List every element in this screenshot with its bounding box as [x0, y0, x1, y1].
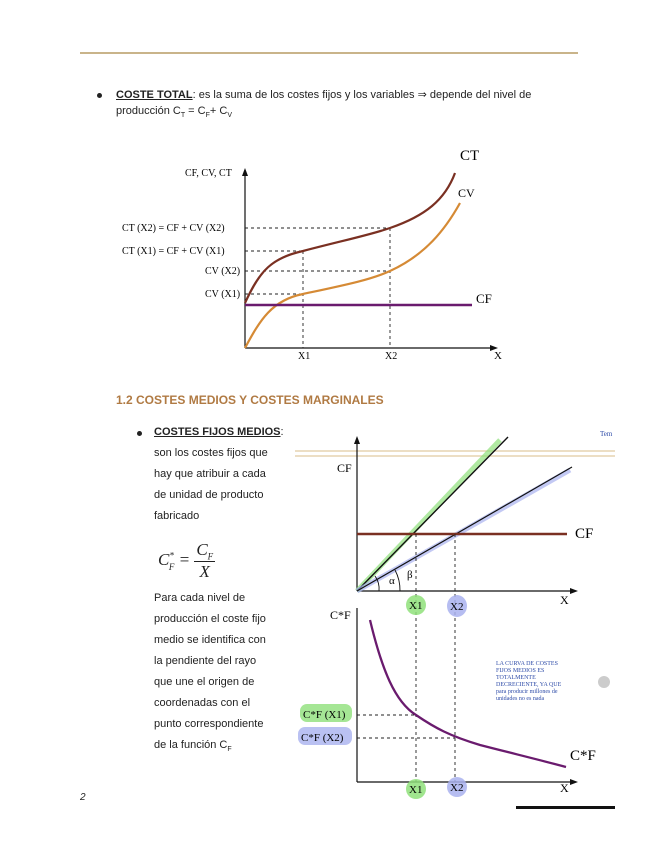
formula-part: = C	[185, 105, 206, 117]
para-line: que une el origen de	[154, 676, 255, 688]
upper-y-label: CF	[337, 461, 352, 475]
cfm-line: de unidad de producto	[154, 489, 264, 501]
cfm-formula	[158, 540, 215, 582]
annotation-line: unidades no es nada	[496, 696, 545, 702]
cv-curve	[245, 203, 460, 348]
coste-total-formula: producción C	[116, 105, 181, 117]
para-line: coordenadas con el	[154, 697, 251, 709]
cf-label: CF	[476, 291, 492, 306]
header-rule	[80, 52, 578, 54]
lower-tick-x1: X1	[409, 784, 423, 796]
tick-x2: X2	[385, 351, 398, 362]
lower-label-x2: C*F (X2)	[301, 732, 344, 744]
upper-tick-x2: X2	[450, 601, 464, 613]
coste-total-chart	[110, 140, 510, 365]
cfm-line: son los costes fijos que	[154, 447, 268, 459]
sub: V	[227, 112, 232, 120]
formula-num-sub: F	[207, 551, 214, 562]
coste-total-text: : es la suma de los costes fijos y los variables ⇒ depende del nivel de	[192, 89, 532, 101]
para-line: de la función C	[154, 739, 228, 751]
annotation-line: TOTALMENTE	[496, 675, 536, 681]
upper-tick-x1: X1	[409, 600, 423, 612]
upper-x-label: X	[560, 593, 569, 607]
coste-total-paragraph	[116, 87, 586, 124]
annotation-line: FIJOS MEDIOS ES	[496, 668, 545, 674]
label-ct-x2: CT (X2) = CF + CV (X2)	[122, 223, 225, 234]
annotation-line: DECRECIENTE, YA QUE	[496, 682, 562, 688]
para-line: producción el coste fijo	[154, 613, 266, 625]
section-title: 1.2 COSTES MEDIOS Y COSTES MARGINALES	[116, 393, 384, 407]
ct-label: CT	[460, 148, 480, 164]
y-axis-label: CF, CV, CT	[185, 168, 232, 179]
lower-label-x1: C*F (X1)	[303, 709, 346, 721]
ray-x1	[357, 437, 508, 591]
cfm-term: COSTES FIJOS MEDIOS	[154, 426, 281, 438]
lower-curve-label: C*F	[570, 748, 596, 764]
coste-total-term: COSTE TOTAL	[116, 89, 193, 101]
label-ct-x1: CT (X1) = CF + CV (X1)	[122, 246, 225, 257]
sub: T	[180, 112, 186, 120]
lower-y-label: C*F	[330, 608, 351, 622]
label-cv-x1: CV (X1)	[205, 289, 241, 300]
formula-den: X	[199, 562, 210, 582]
tick-x1: X1	[298, 351, 311, 362]
bullet	[97, 93, 102, 98]
para-line: medio se identifica con	[154, 634, 266, 646]
ray-x2	[357, 467, 572, 591]
sub: F	[205, 112, 210, 120]
cfm-line: fabricado	[154, 510, 200, 522]
upper-y-arrow	[354, 436, 360, 444]
top-note: Tem	[600, 430, 613, 438]
costes-medios-charts	[290, 420, 620, 805]
costes-fijos-medios-text	[154, 422, 289, 527]
formula-sub: F	[168, 561, 175, 572]
lower-x-label: X	[560, 781, 569, 795]
formula-part: + C	[209, 105, 228, 117]
annotation	[496, 661, 562, 702]
sub: F	[227, 746, 232, 754]
annotation-line: LA CURVA DE COSTES	[496, 661, 558, 667]
para-line: punto correspondiente	[154, 718, 264, 730]
formula-lhs: C	[158, 550, 170, 570]
scroll-dot[interactable]	[598, 676, 610, 688]
formula-num: C	[196, 540, 208, 559]
x-axis-label: X	[494, 350, 502, 362]
lower-x-arrow	[570, 779, 578, 785]
label-cv-x2: CV (X2)	[205, 266, 241, 277]
page-number: 2	[80, 792, 86, 803]
upper-x-arrow	[570, 588, 578, 594]
upper-cf-label: CF	[575, 526, 594, 542]
para-line: la pendiente del rayo	[154, 655, 257, 667]
formula-eq: =	[178, 550, 191, 570]
cfm-colon: :	[280, 426, 284, 438]
cfm-paragraph	[154, 588, 289, 760]
formula-fraction	[194, 540, 215, 582]
alpha-label: α	[389, 575, 395, 587]
footer-rule	[516, 806, 615, 809]
annotation-line: para producir millones de	[496, 689, 558, 695]
beta-label: β	[407, 569, 413, 581]
lower-tick-x2: X2	[450, 782, 464, 794]
beta-arc	[395, 570, 400, 591]
bullet	[137, 431, 142, 436]
cv-label: CV	[458, 186, 475, 200]
y-axis-arrow	[242, 168, 248, 176]
formula-sup: *	[169, 550, 174, 561]
para-line: Para cada nivel de	[154, 592, 246, 604]
guide-lines	[245, 228, 390, 348]
cfm-line: hay que atribuir a cada	[154, 468, 266, 480]
